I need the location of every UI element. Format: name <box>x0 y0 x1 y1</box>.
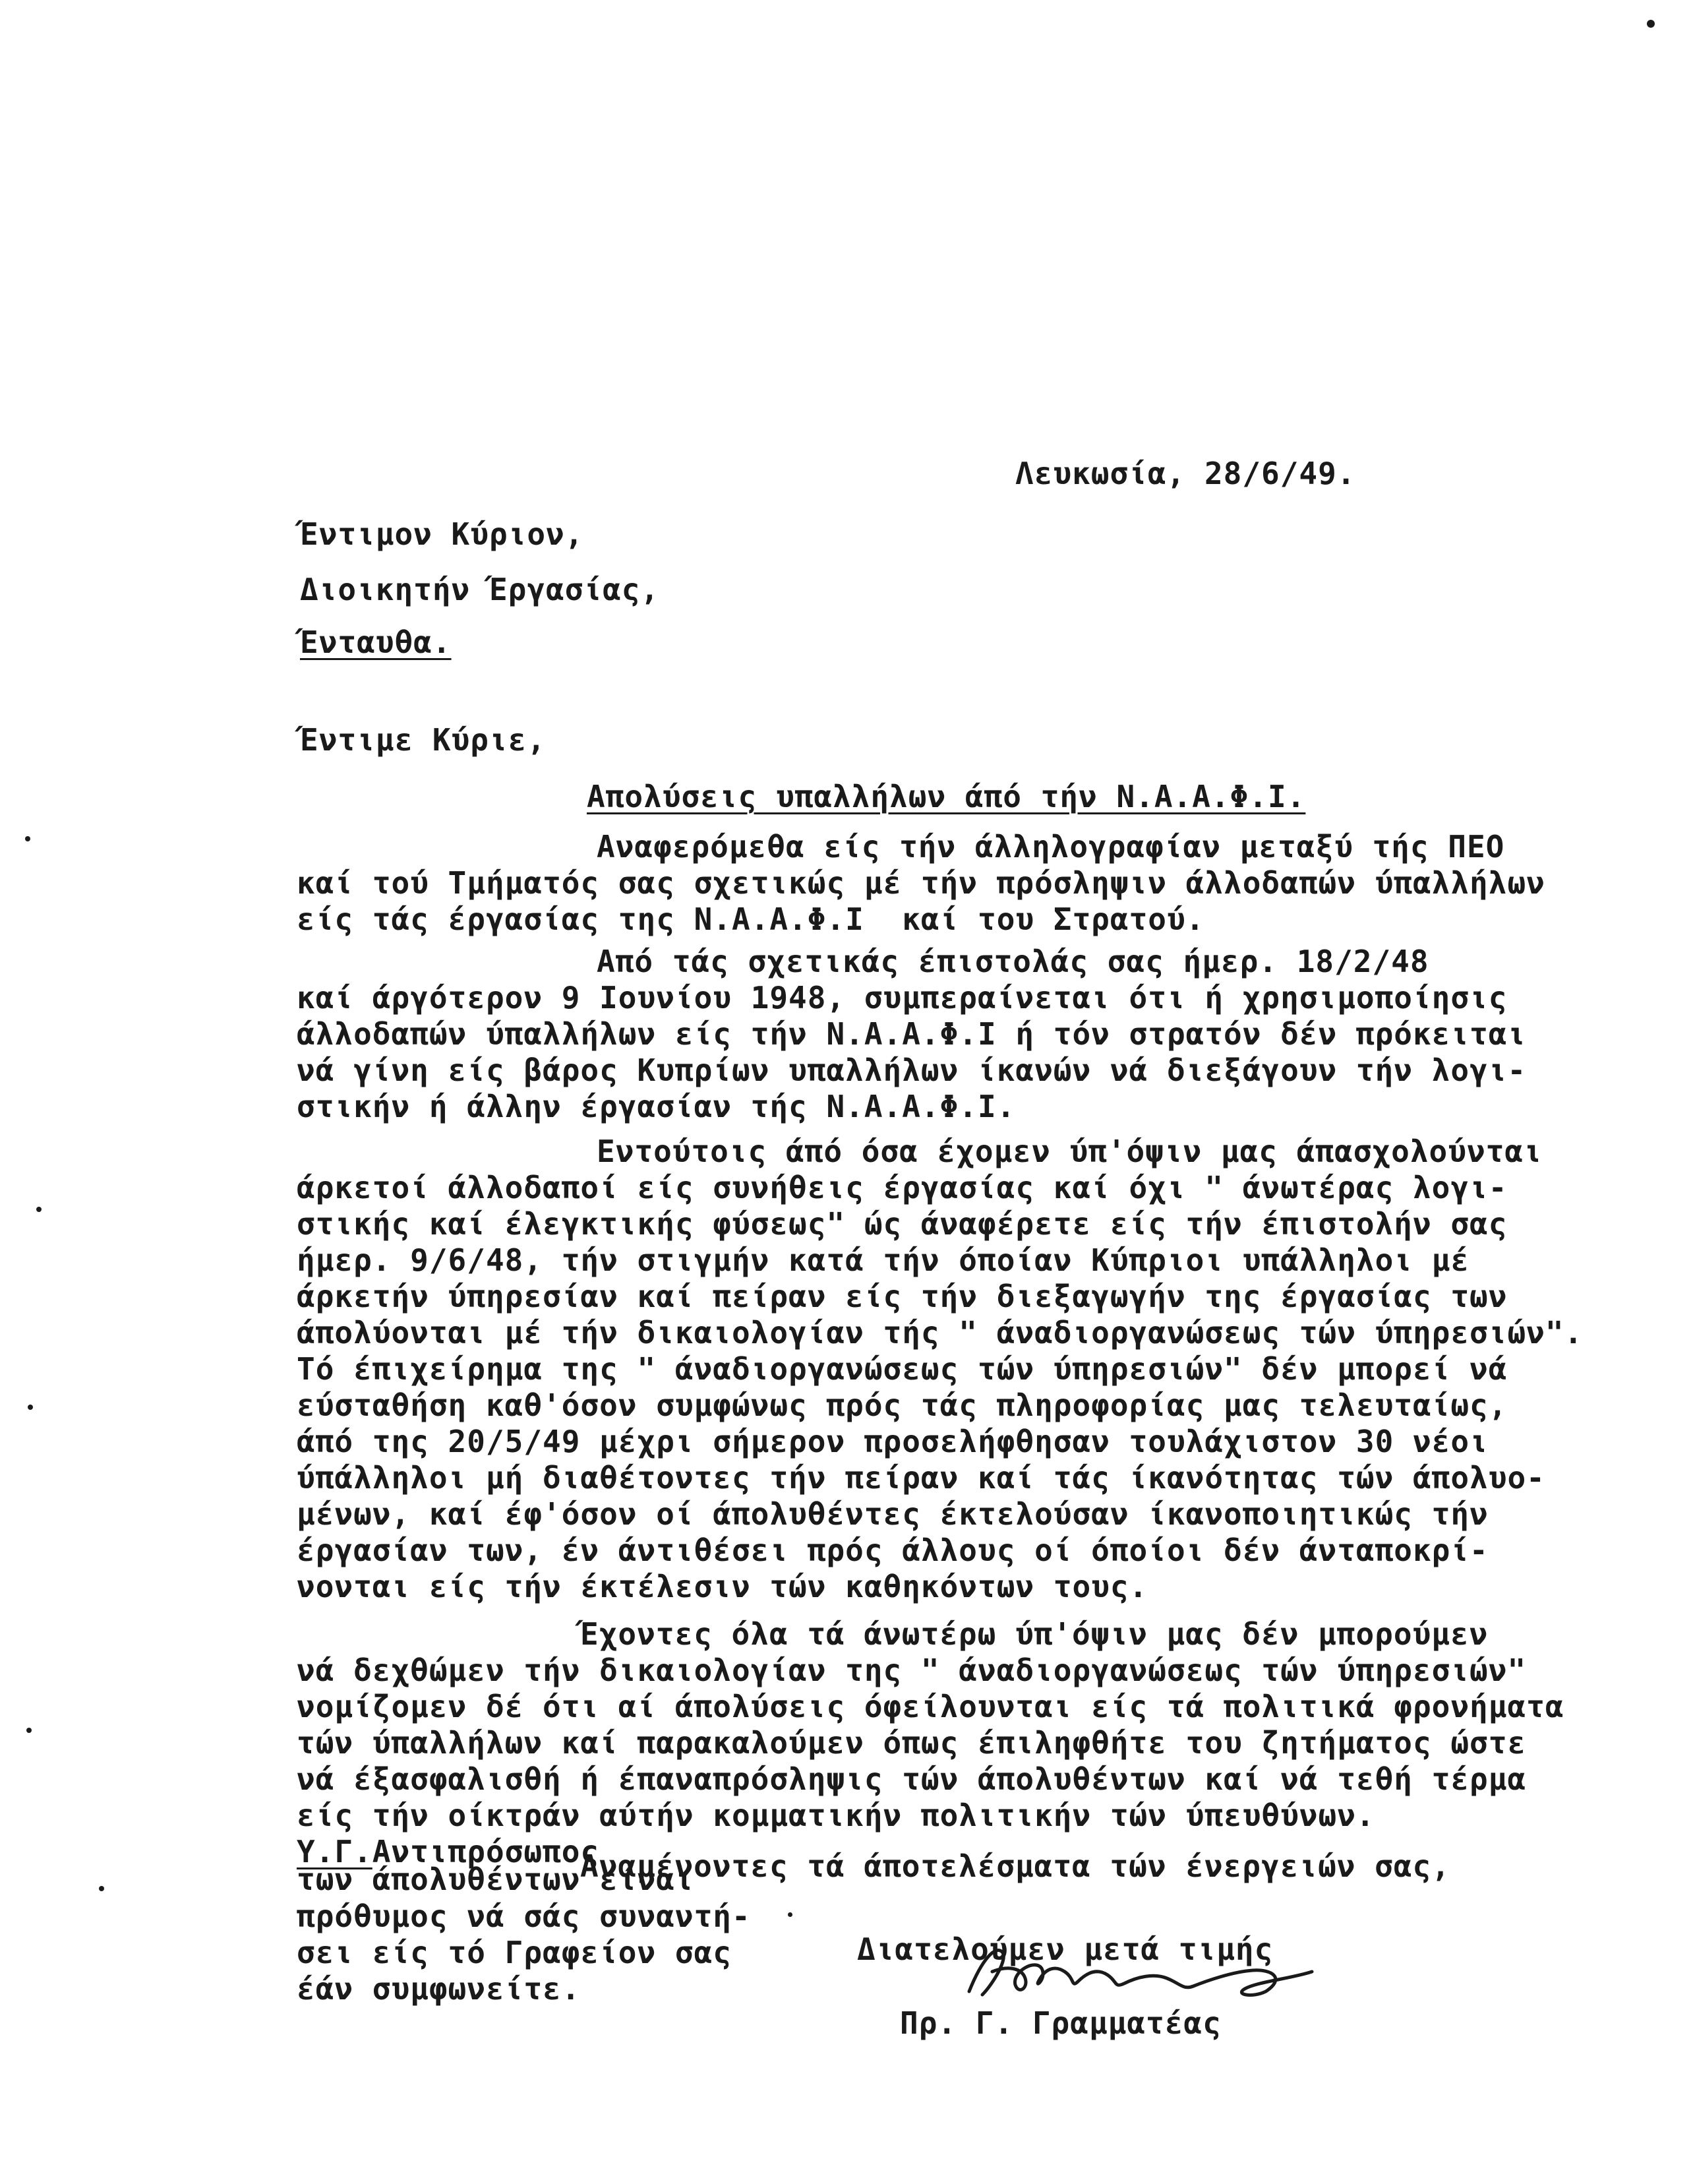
salutation: Έντιμε Κύριε, <box>300 722 547 758</box>
paragraph-1-line: είς τάς έργασίας της Ν.Α.Α.Φ.Ι καί του Στρατού. <box>297 901 1205 937</box>
recipient-line-2: Διοικητήν Έργασίας, <box>300 572 660 607</box>
recipient-line-3: Ένταυθα. <box>300 624 452 660</box>
paragraph-3-line: στικής καί έλεγκτικής φύσεως" ώς άναφέρετε είς τήν έπιστολήν σας <box>297 1206 1508 1242</box>
postscript-text: Αντιπρόσωπος <box>372 1834 600 1869</box>
paragraph-2-line: άλλοδαπών ύπαλλήλων είς τήν Ν.Α.Α.Φ.Ι ή τόν στρατόν δέν πρόκειται <box>297 1016 1527 1052</box>
scan-speck <box>1647 20 1655 28</box>
postscript-label: Υ.Γ. <box>297 1834 372 1869</box>
paragraph-4-line: νομίζομεν δέ ότι αί άπολύσεις όφείλουνται είς τά πολιτικά φρονήματα <box>297 1689 1564 1724</box>
paragraph-4-line: νά έξασφαλισθή ή έπαναπρόσληψις τών άπολυθέντων καί νά τεθή τέρμα <box>297 1761 1527 1797</box>
signer-title: Πρ. Γ. Γραμματέας <box>900 2005 1222 2041</box>
paragraph-3-line: άρκετήν ύπηρεσίαν καί πείραν είς τήν διεξαγωγήν της έργασίας των <box>297 1279 1508 1314</box>
scan-speck <box>25 836 30 841</box>
paragraph-3-line: ύπάλληλοι μή διαθέτοντες τήν πείραν καί τάς ίκανότητας τών άπολυο- <box>297 1460 1545 1496</box>
paragraph-3-line: άπολύονται μέ τήν δικαιολογίαν τής " άναδιοργανώσεως τών ύπηρεσιών". <box>297 1315 1584 1350</box>
paragraph-4-line: τών ύπαλλήλων καί παρακαλούμεν όπως έπιληφθήτε του ζητήματος ώστε <box>297 1725 1527 1761</box>
paragraph-2-line: Από τάς σχετικάς έπιστολάς σας ήμερ. 18/2/48 <box>597 944 1429 979</box>
subject-line: Απολύσεις υπαλλήλων άπό τήν Ν.Α.Α.Φ.Ι. <box>587 779 1306 814</box>
awaiting-line: Αναμένοντες τά άποτελέσματα τών ένεργειών σας, <box>580 1848 1450 1884</box>
postscript-line-4: σει είς τό Γραφείον σας <box>297 1935 732 1970</box>
paragraph-1-line: Αναφερόμεθα είς τήν άλληλογραφίαν μεταξύ τής ΠΕΟ <box>597 829 1505 864</box>
postscript-line-2: των άπολυθέντων είναι <box>297 1862 694 1897</box>
paragraph-3-line: άπό της 20/5/49 μέχρι σήμερον προσελήφθησαν τουλάχιστον 30 νέοι <box>297 1424 1489 1459</box>
paragraph-4-line: είς τήν οίκτράν αύτήν κομματικήν πολιτικήν τών ύπευθύνων. <box>297 1798 1375 1833</box>
paragraph-1-line: καί τού Τμήματός σας σχετικώς μέ τήν πρόσληψιν άλλοδαπών ύπαλλήλων <box>297 865 1545 901</box>
postscript-line-3: πρόθυμος νά σάς συναντή- <box>297 1898 751 1934</box>
closing-line: Διατελούμεν μετά τιμής <box>857 1931 1274 1967</box>
paragraph-3-line: άρκετοί άλλοδαποί είς συνήθεις έργασίας καί όχι " άνωτέρας λογι- <box>297 1170 1508 1205</box>
paragraph-3-line: Εντούτοις άπό όσα έχομεν ύπ'όψιν μας άπασχολούνται <box>597 1134 1543 1169</box>
paragraph-3-line: εύσταθήση καθ'όσον συμφώνως πρός τάς πληροφορίας μας τελευταίως, <box>297 1387 1508 1423</box>
paragraph-4-line: νά δεχθώμεν τήν δικαιολογίαν της " άναδιοργανώσεως τών ύπηρεσιών" <box>297 1653 1527 1688</box>
recipient-line-1: Έντιμον Κύριον, <box>300 516 584 552</box>
scan-speck <box>36 1207 42 1212</box>
scan-speck <box>788 1912 792 1917</box>
paragraph-2-line: καί άργότερον 9 Ιουνίου 1948, συμπεραίνεται ότι ή χρησιμοποίησις <box>297 980 1508 1016</box>
paragraph-3-line: έργασίαν των, έν άντιθέσει πρός άλλους οί όποίοι δέν άνταποκρί- <box>297 1532 1489 1568</box>
date-line: Λευκωσία, 28/6/49. <box>1015 456 1356 491</box>
scan-speck <box>26 1728 32 1733</box>
paragraph-2-line: στικήν ή άλλην έργασίαν τής Ν.Α.Α.Φ.Ι. <box>297 1089 1016 1124</box>
paragraph-2-line: νά γίνη είς βάρος Κυπρίων υπαλλήλων ίκανών νά διεξάγουν τήν λογι- <box>297 1052 1527 1088</box>
paragraph-3-line: μένων, καί έφ'όσον οί άπολυθέντες έκτελούσαν ίκανοποιητικώς τήν <box>297 1496 1489 1532</box>
paragraph-3-line: Τό έπιχείρημα της " άναδιοργανώσεως τών ύπηρεσιών" δέν μπορεί νά <box>297 1351 1508 1387</box>
postscript-line-5: έάν συμφωνείτε. <box>297 1971 581 2007</box>
paragraph-3-line: ήμερ. 9/6/48, τήν στιγμήν κατά τήν όποίαν Κύπριοι υπάλληλοι μέ <box>297 1242 1470 1278</box>
paragraph-3-line: νονται είς τήν έκτέλεσιν τών καθηκόντων τους. <box>297 1569 1148 1604</box>
scan-speck <box>28 1405 33 1410</box>
handwritten-signature <box>956 1932 1325 2005</box>
scan-speck <box>99 1886 104 1891</box>
paragraph-4-line: Έχοντες όλα τά άνωτέρω ύπ'όψιν μας δέν μπορούμεν <box>580 1616 1489 1652</box>
